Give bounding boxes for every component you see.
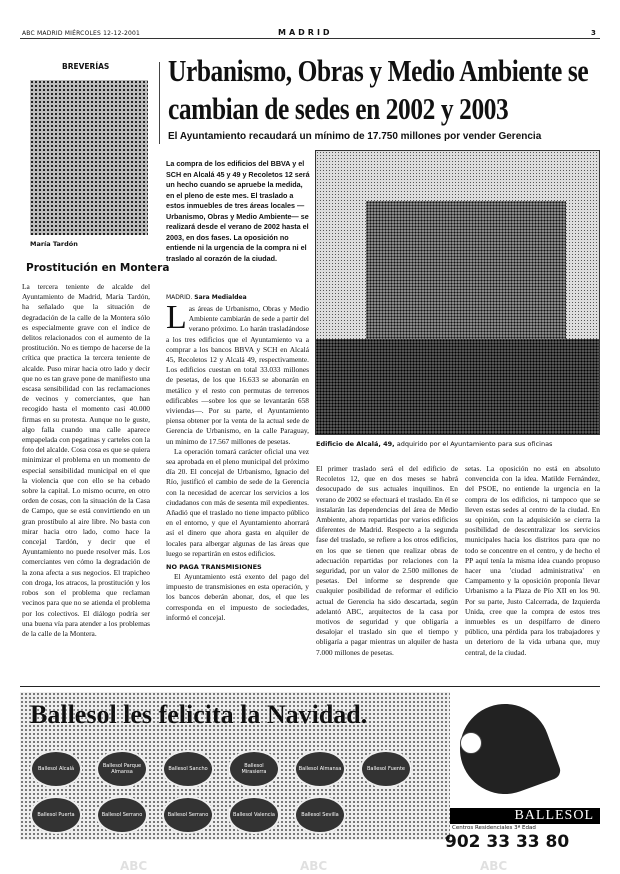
portrait-photo [30, 80, 148, 235]
col1-text-3: El Ayuntamiento está exento del pago del impuesto de transmisiones en esta operación, y los bancos deberán abonar, dos, el que les corresponda en el impuesto de sociedades, informó el concejal. [166, 572, 309, 622]
center-badges [30, 750, 430, 834]
ballesol-ad [20, 692, 600, 852]
article-subhead: El Ayuntamiento recaudará un mínimo de 17.750 millones por vender Gerencia [168, 131, 542, 142]
brand-tagline: Centros Residenciales 3ª Edad [452, 825, 536, 831]
article-column-1 [166, 304, 309, 680]
article-headline: Urbanismo, Obras y Medio Ambiente se cambian de sedes en 2002 y 2003 [168, 53, 589, 126]
building-photo [315, 150, 600, 435]
santa-hat-pompom-icon [460, 732, 482, 754]
article-column-3: setas. La oposición no está en absoluto convencida con la idea. Matilde Fernández, del PSOE, no entiende la urgencia en la compra de los edificios, ni tampoco que se lleven estas sedes al centro de la ciudad. En su opinión, con la adquisición se cierra la posibilidad de descentralizar los servicios municipales hacia los distritos para que no todo se concentre en el centro, y de hecho el PP aquí tenía la misma idea cuando propuso hacer una 'ciudad administrativa' en Campamento y la oposición proponía llevar Urbanismo a la Plaza de Pío XII en los 90. Por su parte, Justo Calcerrada, de Izquierda Unida, cree que la compra de estos tres inmuebles es un despilfarro de dinero público, una pérdida para los trabajadores y un deterioro de la vida urbana que, muy central, de la ciudad. [465, 464, 600, 657]
col1-text-2: La operación tomará carácter oficial una vez sea aprobada en el pleno municipal del próximo día 20. El concejal de Urbanismo, Ignacio del Río, justificó el cambio de sede de la Gerencia con la necesidad de acercar los servicios a los ciudadanos con más de sesenta mil expedientes. Añadió que el traslado no tiene impacto público en el entorno, y que el Ayuntamiento ahorrará así el dinero que ahora gasta en alquiler de locales para albergar algunas de las áreas que luego se repartirán en estos edificios. [166, 446, 309, 558]
brand-logo: BALLESOL [450, 808, 600, 824]
center-badge: Ballesol Parque Almansa [96, 750, 148, 788]
ad-title: Ballesol les felicita la Navidad. [30, 700, 368, 729]
photo-caption-bold: Edificio de Alcalá, 49, [316, 440, 395, 448]
center-badge: Ballesol Sancho [162, 750, 214, 788]
photo-caption [316, 440, 606, 448]
byline-author: Sara Medialdea [194, 294, 247, 301]
center-badge: Ballesol Serrano [162, 796, 214, 834]
ad-rule [20, 686, 600, 687]
column-rule [159, 62, 160, 144]
portrait-caption: María Tardón [30, 240, 78, 248]
ad-phone: 902 33 33 80 [445, 832, 570, 852]
watermark: ABC [120, 859, 148, 873]
sidebar-title: BREVERÍAS [62, 62, 110, 71]
col1-subtitle: NO PAGA TRANSMISIONES [166, 563, 262, 572]
center-badge: Ballesol Sevilla [294, 796, 346, 834]
center-badge: Ballesol Mirasierra [228, 750, 280, 788]
center-badge: Ballesol Serrano [96, 796, 148, 834]
sidebar-headline: Prostitución en Montera [26, 262, 170, 274]
drop-cap: L [166, 304, 187, 336]
article-column-2: El primer traslado será el del edificio de Recoletos 12, que en dos meses se habrá desocupado de sus actuales inquilinos. En verano de 2002 se efectuará el traslado. En él se instalarán las dependencias del área de Medio Ambiente, ahora repartidas por varios edificios diferentes de Madrid. Respecto a la segunda fase del traslado, se refiere a los otros edificios, en los que se tienen que realizar obras de adecuación repartidas por relaciones con la seguridad, por un valor de 2.500 millones de pesetas. Del informe se desprende que cualquier posibilidad de reformar el edificio actual de Gerencia ha sido descartada, según adelantó ABC, arquitectos de la casa por motivos de seguridad y que obligaría a desalojar el traslado sin que el tiempo y obligaría a pagar mientras un alquiler de hasta 7.000 millones de pesetas. [316, 464, 458, 657]
center-badge: Ballesol Puerta [30, 796, 82, 834]
byline [166, 294, 247, 301]
center-badge: Ballesol Valencia [228, 796, 280, 834]
photo-caption-text: adquirido por el Ayuntamiento para sus oficinas [396, 440, 553, 448]
watermark: ABC [300, 859, 328, 873]
sidebar-body: La tercera teniente de alcalde del Ayuntamiento de Madrid, María Tardón, ha señalado que la situación de degradación de la calle de la Montera sólo es especialmente grave con el índice de delitos relacionados con el aumento de la prostitución. No es tiempo de hacerse de la crítica que practica la tercera teniente de alcalde. Puso mirar hacia otro lado y decir que no es tan grave pone de manifiesto una escasa sensibilidad con las reclamaciones de vecinos y comerciantes, que han recogido hasta el momento casi 40.000 firmas en su protesta. Aunque no le guste, algo falla cuando una calle aparece empapelada con pegatinas y carteles con la foto del alcalde. Cosa cosa es que se quiera minimizar el problema en un momento de especial sensibilidad municipal en el que la violencia que con ello se ha cebado sobre la capital. Lo mismo ocurre, en otro orden de cosas, con la situación de la Casa de Campo, que se está convirtiendo en un gran prostíbulo al aire libre. No basta con mirar hacia otro lado, como hace la concejal Tardón, y decir que el Ayuntamiento no puede resolver más. Los comerciantes ven cómo la degradación de la zona afecta a sus negocios. El trapicheo con droga, los atracos, la prostitución y los robos son el problema que reclaman vecinos para que no se atienda el problema por los colectivos. El diálogo podría ser una buena vía para atender a los problemas de la calle de la Montera. [22, 282, 150, 638]
article-lead: La compra de los edificios del BBVA y el SCH en Alcalá 45 y 49 y Recoletos 12 será un hecho cuando se apruebe la medida, en el pleno de este mes. El traslado a estos inmuebles de tres áreas locales —Urbanismo, Obras y Medio Ambiente— se realizará desde el verano de 2002 hasta el 2003, en dos fases. La oposición no entiende ni la urgencia de la compra ni el traslado al corazón de la ciudad. [166, 159, 310, 263]
center-badge: Ballesol Fuente [360, 750, 412, 788]
byline-place: MADRID. [166, 294, 193, 301]
section-title: MADRID [278, 28, 333, 37]
watermark: ABC [480, 859, 508, 873]
page-number: 3 [591, 29, 596, 37]
center-badge: Ballesol Almansa [294, 750, 346, 788]
folio-date: ABC MADRID MIÉRCOLES 12-12-2001 [22, 30, 141, 37]
header-rule [20, 38, 600, 39]
col1-text: as áreas de Urbanismo, Obras y Medio Ambiente cambiarán de sede a partir del verano próximo. Lo harán trasladándose a los tres edificios que el Ayuntamiento va a comprar a los bancos BBVA y SCH en Alcalá 45, Recoletos 12 y Alcalá 49, respectivamente. Los edificios cuestan en total 33.033 millones de pesetas, de los que 16.633 se abonarán en metálico y el resto con permutas de terrenos edificables —sobre los que se levantarán 658 viviendas—. Por su parte, el Ayuntamiento piensa obtener por la venta de la actual sede de Gerencia de Urbanismo, en la calle Paraguay, un mínimo de 17.567 millones de pesetas. [166, 304, 309, 446]
center-badge: Ballesol Alcalá [30, 750, 82, 788]
